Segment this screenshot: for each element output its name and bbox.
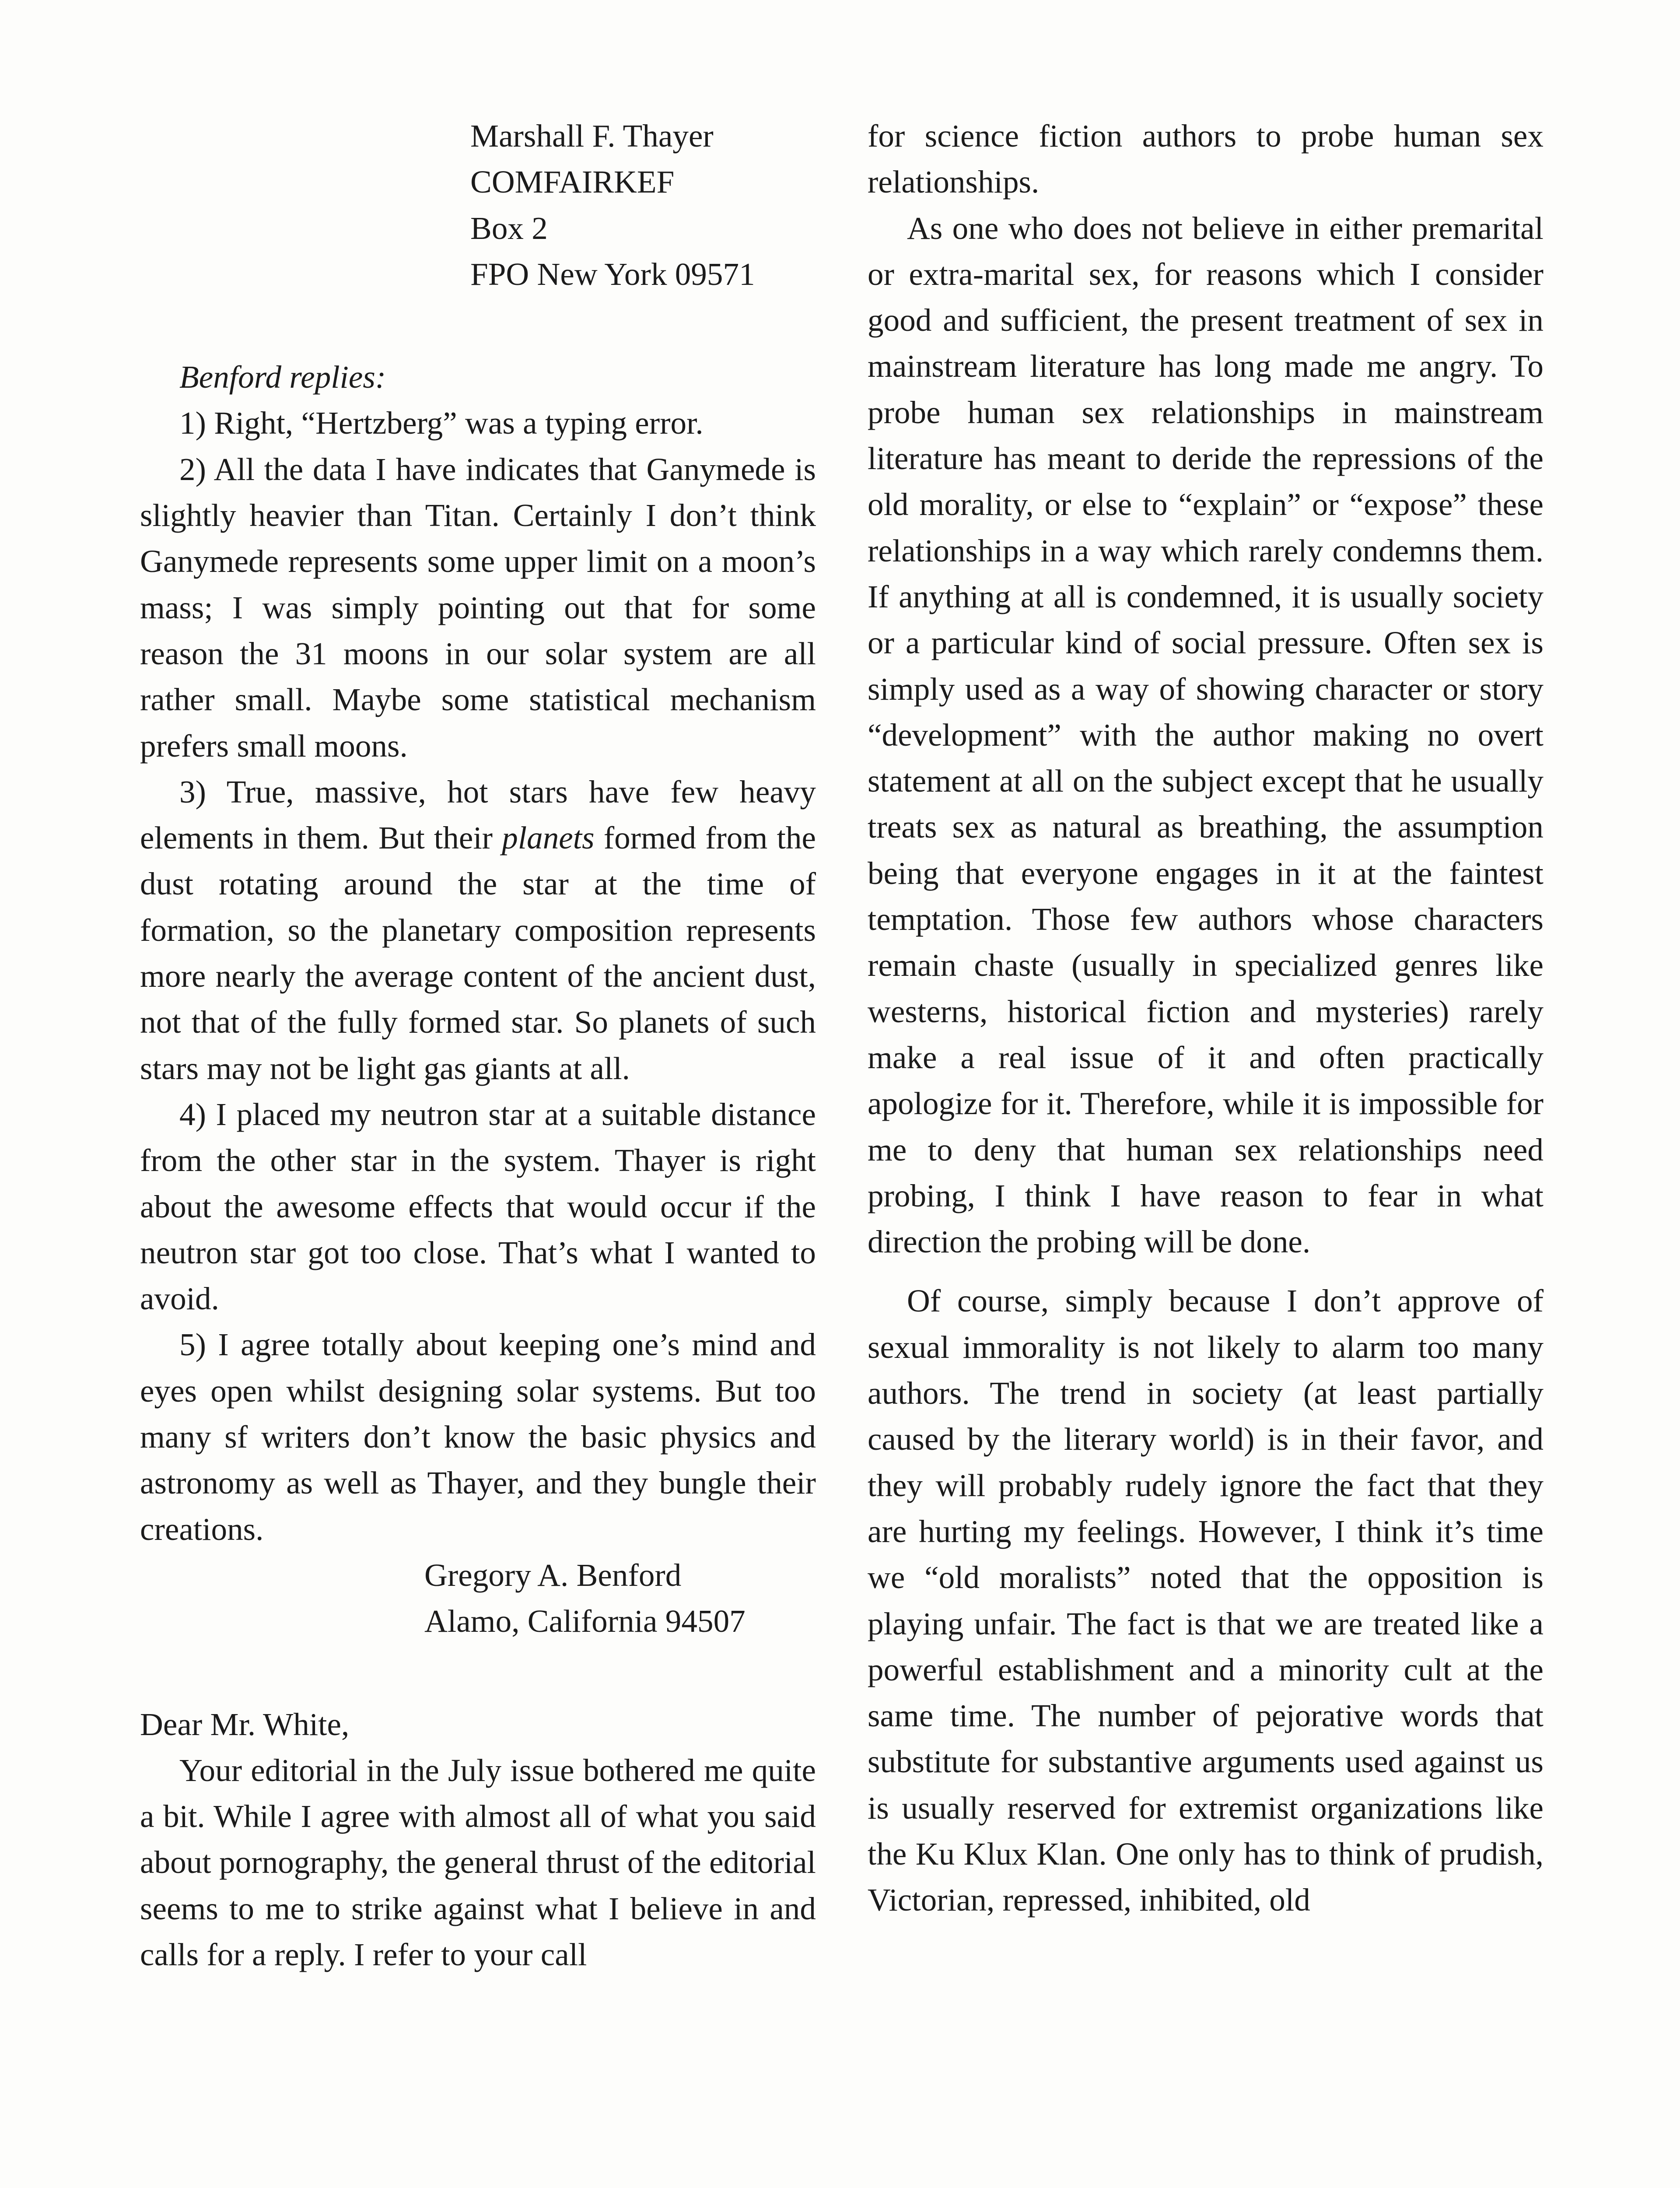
letter-paragraph: As one who does not believe in either premarital or extra-marital sex, for reasons which I consider good and sufficient, the present treatment of sex in mainstream literature has long made me angry. To probe human sex relationships in mainstream literature has meant to deride the repressions of the old morality, or else to “explain” or “expose” these relationships in a way which rarely condemns them. If anything at all is condemned, it is usually society or a particular kind of social pressure. Often sex is simply used as a way of showing character or story “development” with the author making no overt statement at all on the subject except that he usually treats sex as natural as breathing, the assumption being that everyone engages in it at the faintest temptation. Those few authors whose characters remain chaste (usually in specialized genres like westerns, historical fiction and mysteries) rarely make a real issue of it and often practically apologize for it. Therefore, while it is impossible for me to deny that human sex relationships need probing, I think I have reason to fear in what direction the probing will be done. — [868, 210, 1544, 1260]
right-column — [868, 0, 1544, 1923]
reply-paragraph — [140, 769, 816, 1091]
address-line: Gregory A. Benford — [424, 1557, 682, 1593]
reply-paragraph: 5) I agree totally about keeping one’s mind and eyes open whilst designing solar systems. But too many sf writers don’t know the basic physics and astronomy as well as Thayer, and they bungle their creations. — [140, 1327, 816, 1547]
letter-paragraph: Of course, simply because I don’t approve of sexual immorality is not likely to alarm too many authors. The trend in society (at least partially caused by the literary world) is in their favor, and they will probably rudely ignore the fact that they are hurting my feelings. However, I think it’s time we “old moralists” noted that the opposition is playing unfair. The fact is that we are treated like a powerful establishment and a minority cult at the same time. The number of pejorative words that substitute for substantive arguments used against us is usually reserved for extremist organizations like the Ku Klux Klan. One only has to think of prudish, Victorian, repressed, inhibited, old — [868, 1283, 1544, 1918]
reply-paragraph: 2) All the data I have indicates that Ganymede is slightly heavier than Titan. Certainly I don’t think Ganymede represents some upper limit on a moon’s mass; I was simply pointing out that for some reason the 31 moons in our solar system are all rather small. Maybe some statistical mechanism prefers small moons. — [140, 451, 816, 764]
letter-paragraph: Your editorial in the July issue bothered me quite a bit. While I agree with almost all of what you said about pornography, the general thrust of the editorial seems to me to strike against what I believe in and calls for a reply. I refer to your call — [140, 1752, 816, 1972]
salutation: Dear Mr. White, — [140, 1706, 350, 1742]
thayer-address — [140, 113, 816, 297]
address-line: COMFAIRKEF — [470, 164, 675, 200]
reply-text: 3) True, massive, hot stars have few heavy elements in them. But their — [140, 774, 816, 856]
reply-paragraph: 1) Right, “Hertzberg” was a typing error. — [179, 405, 704, 441]
address-line: FPO New York 09571 — [470, 256, 755, 292]
reply-paragraph: 4) I placed my neutron star at a suitable distance from the other star in the system. Thayer is right about the awesome effects that would occur if the neutron star got too close. That’s what I wanted to avoid. — [140, 1096, 816, 1317]
left-column — [140, 0, 816, 1978]
address-line: Marshall F. Thayer — [470, 118, 714, 154]
reply-heading: Benford replies: — [179, 359, 386, 395]
address-line: Alamo, California 94507 — [424, 1603, 746, 1639]
address-line: Box 2 — [470, 210, 548, 246]
reply-text: formed from the dust rotating around the star at the time of formation, so the planetary composition represents more nearly the average content of the ancient dust, not that of the fully formed star. So planets of such stars may not be light gas giants at all. — [140, 820, 816, 1086]
benford-address — [140, 1552, 816, 1645]
letter-paragraph: for science fiction authors to probe human sex relationships. — [868, 118, 1544, 200]
emphasized-word: planets — [502, 820, 595, 856]
